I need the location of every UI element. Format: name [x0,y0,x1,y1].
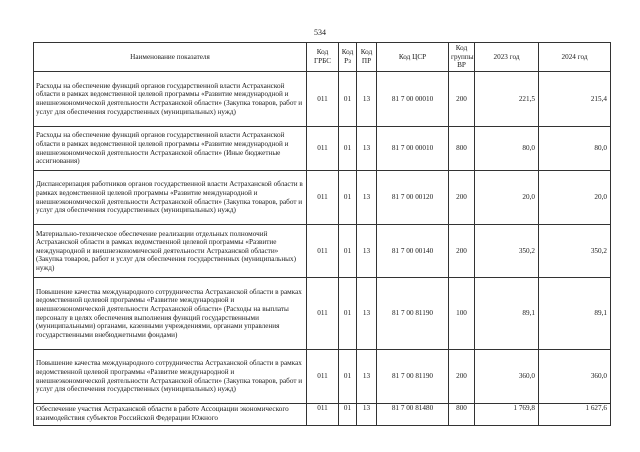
page-number: 534 [314,28,326,37]
row-vr: 200 [449,350,475,404]
table-row [34,350,611,404]
row-2024: 20,0 [539,171,611,225]
row-name: Диспансеризация работников органов государственной власти Астраханской области в рамках ведомственной целевой программы «Развитие международной и внешнеэкономической деятельности Астраханской области» (Закупка товаров, работ и услуг для обеспечения государственных (муниципальных) нужд) [34,171,307,225]
table-row [34,171,611,225]
row-rz: 01 [339,278,357,350]
header-pr: Код ПР [357,43,377,72]
row-2024: 89,1 [539,278,611,350]
row-name: Повышение качества международного сотрудничества Астраханской области в рамках ведомственной целевой программы «Развитие международной и внешнеэкономической деятельности Астраханской области» (Расходы на выплаты персоналу в целях обеспечения выполнения функций государственными (муниципальными) органами, казенными учреждениями, органами управления государственными внебюджетными фондами) [34,278,307,350]
row-csr: 81 7 00 81190 [377,350,449,404]
row-grbs: 011 [307,225,339,278]
row-pr: 13 [357,171,377,225]
row-vr: 200 [449,225,475,278]
header-grbs: Код ГРБС [307,43,339,72]
budget-table [33,42,611,426]
row-name: Материально-техническое обеспечение реализации отдельных полномочий Астраханской области в рамках ведомственной целевой программы «Развитие международной и внешнеэкономической деятельности Астраханской области» (Закупка товаров, работ и услуг для обеспечения государственных (муниципальных) нужд) [34,225,307,278]
row-rz: 01 [339,171,357,225]
row-pr: 13 [357,404,377,426]
row-vr: 800 [449,404,475,426]
row-rz: 01 [339,350,357,404]
header-2024: 2024 год [539,43,611,72]
row-vr: 200 [449,72,475,127]
row-grbs: 011 [307,404,339,426]
row-grbs: 011 [307,278,339,350]
table-header-row [34,43,611,72]
row-2023: 350,2 [475,225,539,278]
row-2024: 360,0 [539,350,611,404]
table-row [34,278,611,350]
row-name: Расходы на обеспечение функций органов государственной власти Астраханской области в рамках ведомственной целевой программы «Развитие международной и внешнеэкономической деятельности Астраханской области» (Закупка товаров, работ и услуг для обеспечения государственных (муниципальных) нужд) [34,72,307,127]
budget-table-container [33,42,610,426]
header-rz: Код Рз [339,43,357,72]
header-csr: Код ЦСР [377,43,449,72]
row-rz: 01 [339,225,357,278]
row-2024: 1 627,6 [539,404,611,426]
table-row [34,72,611,127]
row-vr: 200 [449,171,475,225]
row-grbs: 011 [307,171,339,225]
row-2024: 80,0 [539,127,611,171]
row-pr: 13 [357,72,377,127]
row-rz: 01 [339,72,357,127]
row-grbs: 011 [307,350,339,404]
header-name: Наименование показателя [34,43,307,72]
row-grbs: 011 [307,72,339,127]
row-2023: 80,0 [475,127,539,171]
row-vr: 100 [449,278,475,350]
row-2024: 350,2 [539,225,611,278]
row-2023: 221,5 [475,72,539,127]
row-csr: 81 7 00 00010 [377,72,449,127]
row-csr: 81 7 00 81190 [377,278,449,350]
header-2023: 2023 год [475,43,539,72]
row-csr: 81 7 00 00140 [377,225,449,278]
row-rz: 01 [339,404,357,426]
row-2023: 360,0 [475,350,539,404]
table-row [34,225,611,278]
row-csr: 81 7 00 00120 [377,171,449,225]
header-vr: Код группы ВР [449,43,475,72]
table-row [34,127,611,171]
row-2023: 1 769,8 [475,404,539,426]
table-row [34,404,611,426]
row-csr: 81 7 00 81480 [377,404,449,426]
row-name: Обеспечение участия Астраханской области в работе Ассоциации экономического взаимодействия субъектов Российской Федерации Южного [34,404,307,426]
row-vr: 800 [449,127,475,171]
row-grbs: 011 [307,127,339,171]
row-2023: 20,0 [475,171,539,225]
row-rz: 01 [339,127,357,171]
row-name: Расходы на обеспечение функций органов государственной власти Астраханской области в рамках ведомственной целевой программы «Развитие международной и внешнеэкономической деятельности Астраханской области» (Иные бюджетные ассигнования) [34,127,307,171]
row-pr: 13 [357,225,377,278]
row-pr: 13 [357,350,377,404]
row-pr: 13 [357,127,377,171]
row-2023: 89,1 [475,278,539,350]
row-2024: 215,4 [539,72,611,127]
row-csr: 81 7 00 00010 [377,127,449,171]
row-name: Повышение качества международного сотрудничества Астраханской области в рамках ведомственной целевой программы «Развитие международной и внешнеэкономической деятельности Астраханской области» (Закупка товаров, работ и услуг для обеспечения государственных (муниципальных) нужд) [34,350,307,404]
row-pr: 13 [357,278,377,350]
